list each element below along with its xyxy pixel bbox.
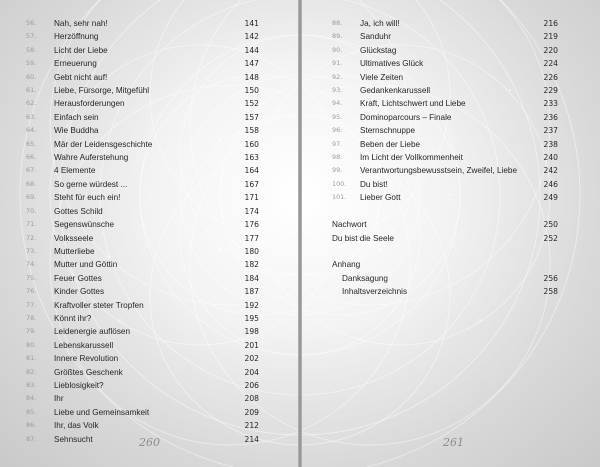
entry-title: Erneuerung <box>54 59 97 69</box>
entry-number: 62. <box>26 99 37 108</box>
entry-page: 192 <box>244 300 259 310</box>
toc-entry[interactable] <box>26 71 259 84</box>
entry-page: 174 <box>244 206 259 216</box>
entry-page: 209 <box>244 407 259 417</box>
toc-entry[interactable] <box>332 124 558 137</box>
entry-title: Danksagung <box>342 273 388 283</box>
entry-number: 67. <box>26 166 37 175</box>
toc-entry[interactable] <box>26 138 259 151</box>
entry-title: Einfach sein <box>54 112 99 122</box>
entry-page: 256 <box>543 273 558 283</box>
entry-page: 224 <box>543 59 558 69</box>
toc-entry[interactable] <box>26 312 259 325</box>
entry-title: Anhang <box>332 260 361 270</box>
toc-entry-inhaltsverzeichnis[interactable] <box>332 285 558 298</box>
toc-entry[interactable] <box>332 84 558 97</box>
entry-number: 56. <box>26 19 37 27</box>
entry-number: 57. <box>26 32 37 41</box>
entry-page: 226 <box>543 72 558 82</box>
entry-number: 93. <box>332 86 343 95</box>
entry-title: Viele Zeiten <box>360 72 404 82</box>
toc-entry[interactable] <box>26 419 259 432</box>
entry-number: 80. <box>26 340 37 349</box>
toc-entry[interactable] <box>26 339 259 352</box>
entry-title: Größtes Geschenk <box>54 367 123 377</box>
entry-page: 177 <box>244 233 259 243</box>
toc-entry[interactable] <box>26 325 259 338</box>
right-page <box>302 0 600 467</box>
entry-number: 61. <box>26 86 37 95</box>
entry-page: 158 <box>244 126 259 136</box>
entry-title: 4 Elemente <box>54 166 96 176</box>
entry-page: 142 <box>244 32 259 42</box>
toc-entry[interactable] <box>26 379 259 392</box>
entry-page: 150 <box>244 86 259 96</box>
entry-page: 237 <box>543 126 558 136</box>
entry-page: 152 <box>244 99 259 109</box>
entry-page: 201 <box>244 340 259 350</box>
entry-title: Mär der Leidensgeschichte <box>54 139 153 149</box>
entry-title: Ja, ich will! <box>360 19 400 28</box>
entry-page: 164 <box>244 166 259 176</box>
entry-number: 68. <box>26 179 37 188</box>
entry-title: Könnt ihr? <box>54 313 92 323</box>
toc-entry[interactable] <box>26 191 259 204</box>
entry-title: Kraft, Lichtschwert und Liebe <box>360 99 466 109</box>
toc-entry-seele[interactable] <box>332 232 558 245</box>
entry-title: Feuer Gottes <box>54 273 102 283</box>
toc-entry[interactable] <box>26 406 259 419</box>
entry-title: Herzöffnung <box>54 32 99 42</box>
toc-entry[interactable] <box>26 178 259 191</box>
entry-page: 204 <box>244 367 259 377</box>
entry-title: Gebt nicht auf! <box>54 72 108 82</box>
entry-page: 242 <box>543 166 558 176</box>
toc-entry[interactable] <box>26 392 259 405</box>
entry-title: Im Licht der Vollkommenheit <box>360 153 463 163</box>
entry-number: 81. <box>26 354 37 363</box>
toc-entry[interactable] <box>26 272 259 285</box>
entry-title: Nah, sehr nah! <box>54 19 108 28</box>
entry-page: 250 <box>543 220 558 230</box>
toc-entry[interactable] <box>26 164 259 177</box>
toc-entry-danksagung[interactable] <box>332 272 558 285</box>
entry-number: 70. <box>26 206 37 215</box>
entry-number: 66. <box>26 153 37 162</box>
toc-entry[interactable] <box>26 17 259 30</box>
toc-spacer <box>332 245 558 258</box>
toc-entry[interactable] <box>26 151 259 164</box>
entry-number: 95. <box>332 112 343 121</box>
entry-page: 141 <box>244 19 259 28</box>
entry-number: 86. <box>26 421 37 430</box>
entry-number: 78. <box>26 313 37 322</box>
entry-title: Dominoparcours – Finale <box>360 112 452 122</box>
toc-entry-nachwort[interactable] <box>332 218 558 231</box>
entry-number: 72. <box>26 233 37 242</box>
entry-number: 65. <box>26 139 37 148</box>
entry-number: 60. <box>26 72 37 81</box>
entry-number: 83. <box>26 380 37 389</box>
entry-title: Mutterliebe <box>54 246 95 256</box>
entry-number: 100. <box>332 179 347 188</box>
toc-entry[interactable] <box>26 57 259 70</box>
toc-entry[interactable] <box>26 44 259 57</box>
entry-number: 90. <box>332 45 343 54</box>
entry-title: Wie Buddha <box>54 126 99 136</box>
entry-page: 147 <box>244 59 259 69</box>
entry-number: 74. <box>26 260 37 269</box>
entry-page: 216 <box>543 19 558 28</box>
entry-number: 101. <box>332 193 347 202</box>
entry-page: 252 <box>543 233 558 243</box>
toc-entry[interactable] <box>26 205 259 218</box>
entry-page: 167 <box>244 179 259 189</box>
entry-page: 240 <box>543 153 558 163</box>
entry-number: 79. <box>26 327 37 336</box>
entry-page: 171 <box>244 193 259 203</box>
entry-title: Leidenergie auflösen <box>54 327 131 337</box>
entry-title: Sehnsucht <box>54 434 93 444</box>
entry-title: Ihr, das Volk <box>54 421 99 431</box>
entry-title: Beben der Liebe <box>360 139 421 149</box>
toc-heading-anhang <box>332 258 558 271</box>
entry-page: 198 <box>244 327 259 337</box>
entry-number: 84. <box>26 394 37 403</box>
toc-entry[interactable] <box>26 232 259 245</box>
entry-number: 89. <box>332 32 343 41</box>
entry-title: Lieblosigkeit? <box>54 380 104 390</box>
entry-title: Sternschnuppe <box>360 126 416 136</box>
entry-page: 220 <box>543 45 558 55</box>
entry-page: 258 <box>543 287 558 297</box>
entry-page: 157 <box>244 112 259 122</box>
toc-entry[interactable] <box>332 44 558 57</box>
entry-page: 195 <box>244 313 259 323</box>
entry-title: Liebe, Fürsorge, Mitgefühl <box>54 86 150 96</box>
toc-entry[interactable] <box>26 285 259 298</box>
entry-page: 236 <box>543 112 558 122</box>
page-number-left: 260 <box>139 436 160 449</box>
toc-entry[interactable] <box>332 57 558 70</box>
entry-page: 246 <box>543 179 558 189</box>
entry-number: 64. <box>26 126 37 135</box>
toc-entry[interactable] <box>26 111 259 124</box>
entry-title: Sanduhr <box>360 32 391 42</box>
left-page <box>0 0 298 467</box>
entry-number: 97. <box>332 139 343 148</box>
entry-page: 212 <box>244 421 259 431</box>
toc-entry[interactable] <box>332 111 558 124</box>
entry-number: 69. <box>26 193 37 202</box>
entry-page: 160 <box>244 139 259 149</box>
entry-title: Mutter und Göttin <box>54 260 118 270</box>
toc-entry[interactable] <box>26 352 259 365</box>
page-number-right: 261 <box>443 436 464 449</box>
toc-entry[interactable] <box>26 299 259 312</box>
entry-number: 77. <box>26 300 37 309</box>
entry-title: Inhaltsverzeichnis <box>342 287 408 297</box>
entry-page: 144 <box>244 45 259 55</box>
entry-page: 238 <box>543 139 558 149</box>
toc-list-right <box>332 17 558 299</box>
entry-page: 249 <box>543 193 558 203</box>
entry-title: Kraftvoller steter Tropfen <box>54 300 144 310</box>
entry-number: 82. <box>26 367 37 376</box>
entry-title: Gedankenkarussell <box>360 86 431 96</box>
entry-number: 91. <box>332 59 343 68</box>
entry-number: 71. <box>26 220 37 229</box>
entry-page: 219 <box>543 32 558 42</box>
entry-page: 208 <box>244 394 259 404</box>
toc-spacer <box>332 205 558 218</box>
entry-title: Volksseele <box>54 233 94 243</box>
entry-title: Lebenskarussell <box>54 340 114 350</box>
entry-number: 87. <box>26 434 37 443</box>
entry-title: Ihr <box>54 394 64 404</box>
toc-entry[interactable] <box>26 97 259 110</box>
entry-title: Segenswünsche <box>54 220 115 230</box>
entry-page: 233 <box>543 99 558 109</box>
entry-number: 98. <box>332 153 343 162</box>
entry-title: Lieber Gott <box>360 193 401 203</box>
toc-entry[interactable] <box>332 30 558 43</box>
entry-number: 94. <box>332 99 343 108</box>
toc-list-left <box>26 17 259 446</box>
entry-page: 229 <box>543 86 558 96</box>
entry-number: 58. <box>26 45 37 54</box>
entry-title: Herausforderungen <box>54 99 125 109</box>
entry-title: Du bist! <box>360 179 388 189</box>
entry-page: 206 <box>244 380 259 390</box>
entry-title: Glückstag <box>360 45 397 55</box>
toc-entry[interactable] <box>332 138 558 151</box>
toc-entry[interactable] <box>332 17 558 30</box>
entry-title: Licht der Liebe <box>54 45 108 55</box>
entry-title: So gerne würdest ... <box>54 179 128 189</box>
entry-page: 163 <box>244 153 259 163</box>
entry-title: Steht für euch ein! <box>54 193 121 203</box>
entry-number: 99. <box>332 166 343 175</box>
entry-title: Kinder Gottes <box>54 287 105 297</box>
entry-number: 96. <box>332 126 343 135</box>
entry-number: 85. <box>26 407 37 416</box>
entry-title: Ultimatives Glück <box>360 59 424 69</box>
entry-number: 88. <box>332 19 343 27</box>
entry-page: 184 <box>244 273 259 283</box>
entry-title: Gottes Schild <box>54 206 103 216</box>
entry-title: Liebe und Gemeinsamkeit <box>54 407 150 417</box>
toc-entry[interactable] <box>332 71 558 84</box>
entry-page: 214 <box>244 434 259 444</box>
toc-entry[interactable] <box>332 97 558 110</box>
toc-entry[interactable] <box>332 191 558 204</box>
entry-title: Wahre Auferstehung <box>54 153 129 163</box>
toc-entry[interactable] <box>26 366 259 379</box>
toc-entry[interactable] <box>332 151 558 164</box>
entry-page: 187 <box>244 287 259 297</box>
entry-number: 63. <box>26 112 37 121</box>
toc-entry[interactable] <box>26 30 259 43</box>
toc-entry[interactable] <box>26 218 259 231</box>
toc-entry[interactable] <box>26 124 259 137</box>
toc-entry[interactable] <box>26 245 259 258</box>
entry-title: Nachwort <box>332 220 367 230</box>
entry-title: Innere Revolution <box>54 354 119 364</box>
toc-entry[interactable] <box>332 178 558 191</box>
entry-page: 182 <box>244 260 259 270</box>
entry-page: 176 <box>244 220 259 230</box>
entry-title: Du bist die Seele <box>332 233 394 243</box>
entry-number: 73. <box>26 246 37 255</box>
entry-number: 75. <box>26 273 37 282</box>
entry-page: 202 <box>244 354 259 364</box>
entry-number: 59. <box>26 59 37 68</box>
entry-page: 180 <box>244 246 259 256</box>
entry-number: 76. <box>26 287 37 296</box>
toc-entry[interactable] <box>26 258 259 271</box>
toc-entry[interactable] <box>26 84 259 97</box>
toc-entry[interactable] <box>332 164 558 177</box>
entry-page: 148 <box>244 72 259 82</box>
entry-title: Verantwortungsbewusstsein, Zweifel, Liebe <box>360 166 518 176</box>
entry-number: 92. <box>332 72 343 81</box>
